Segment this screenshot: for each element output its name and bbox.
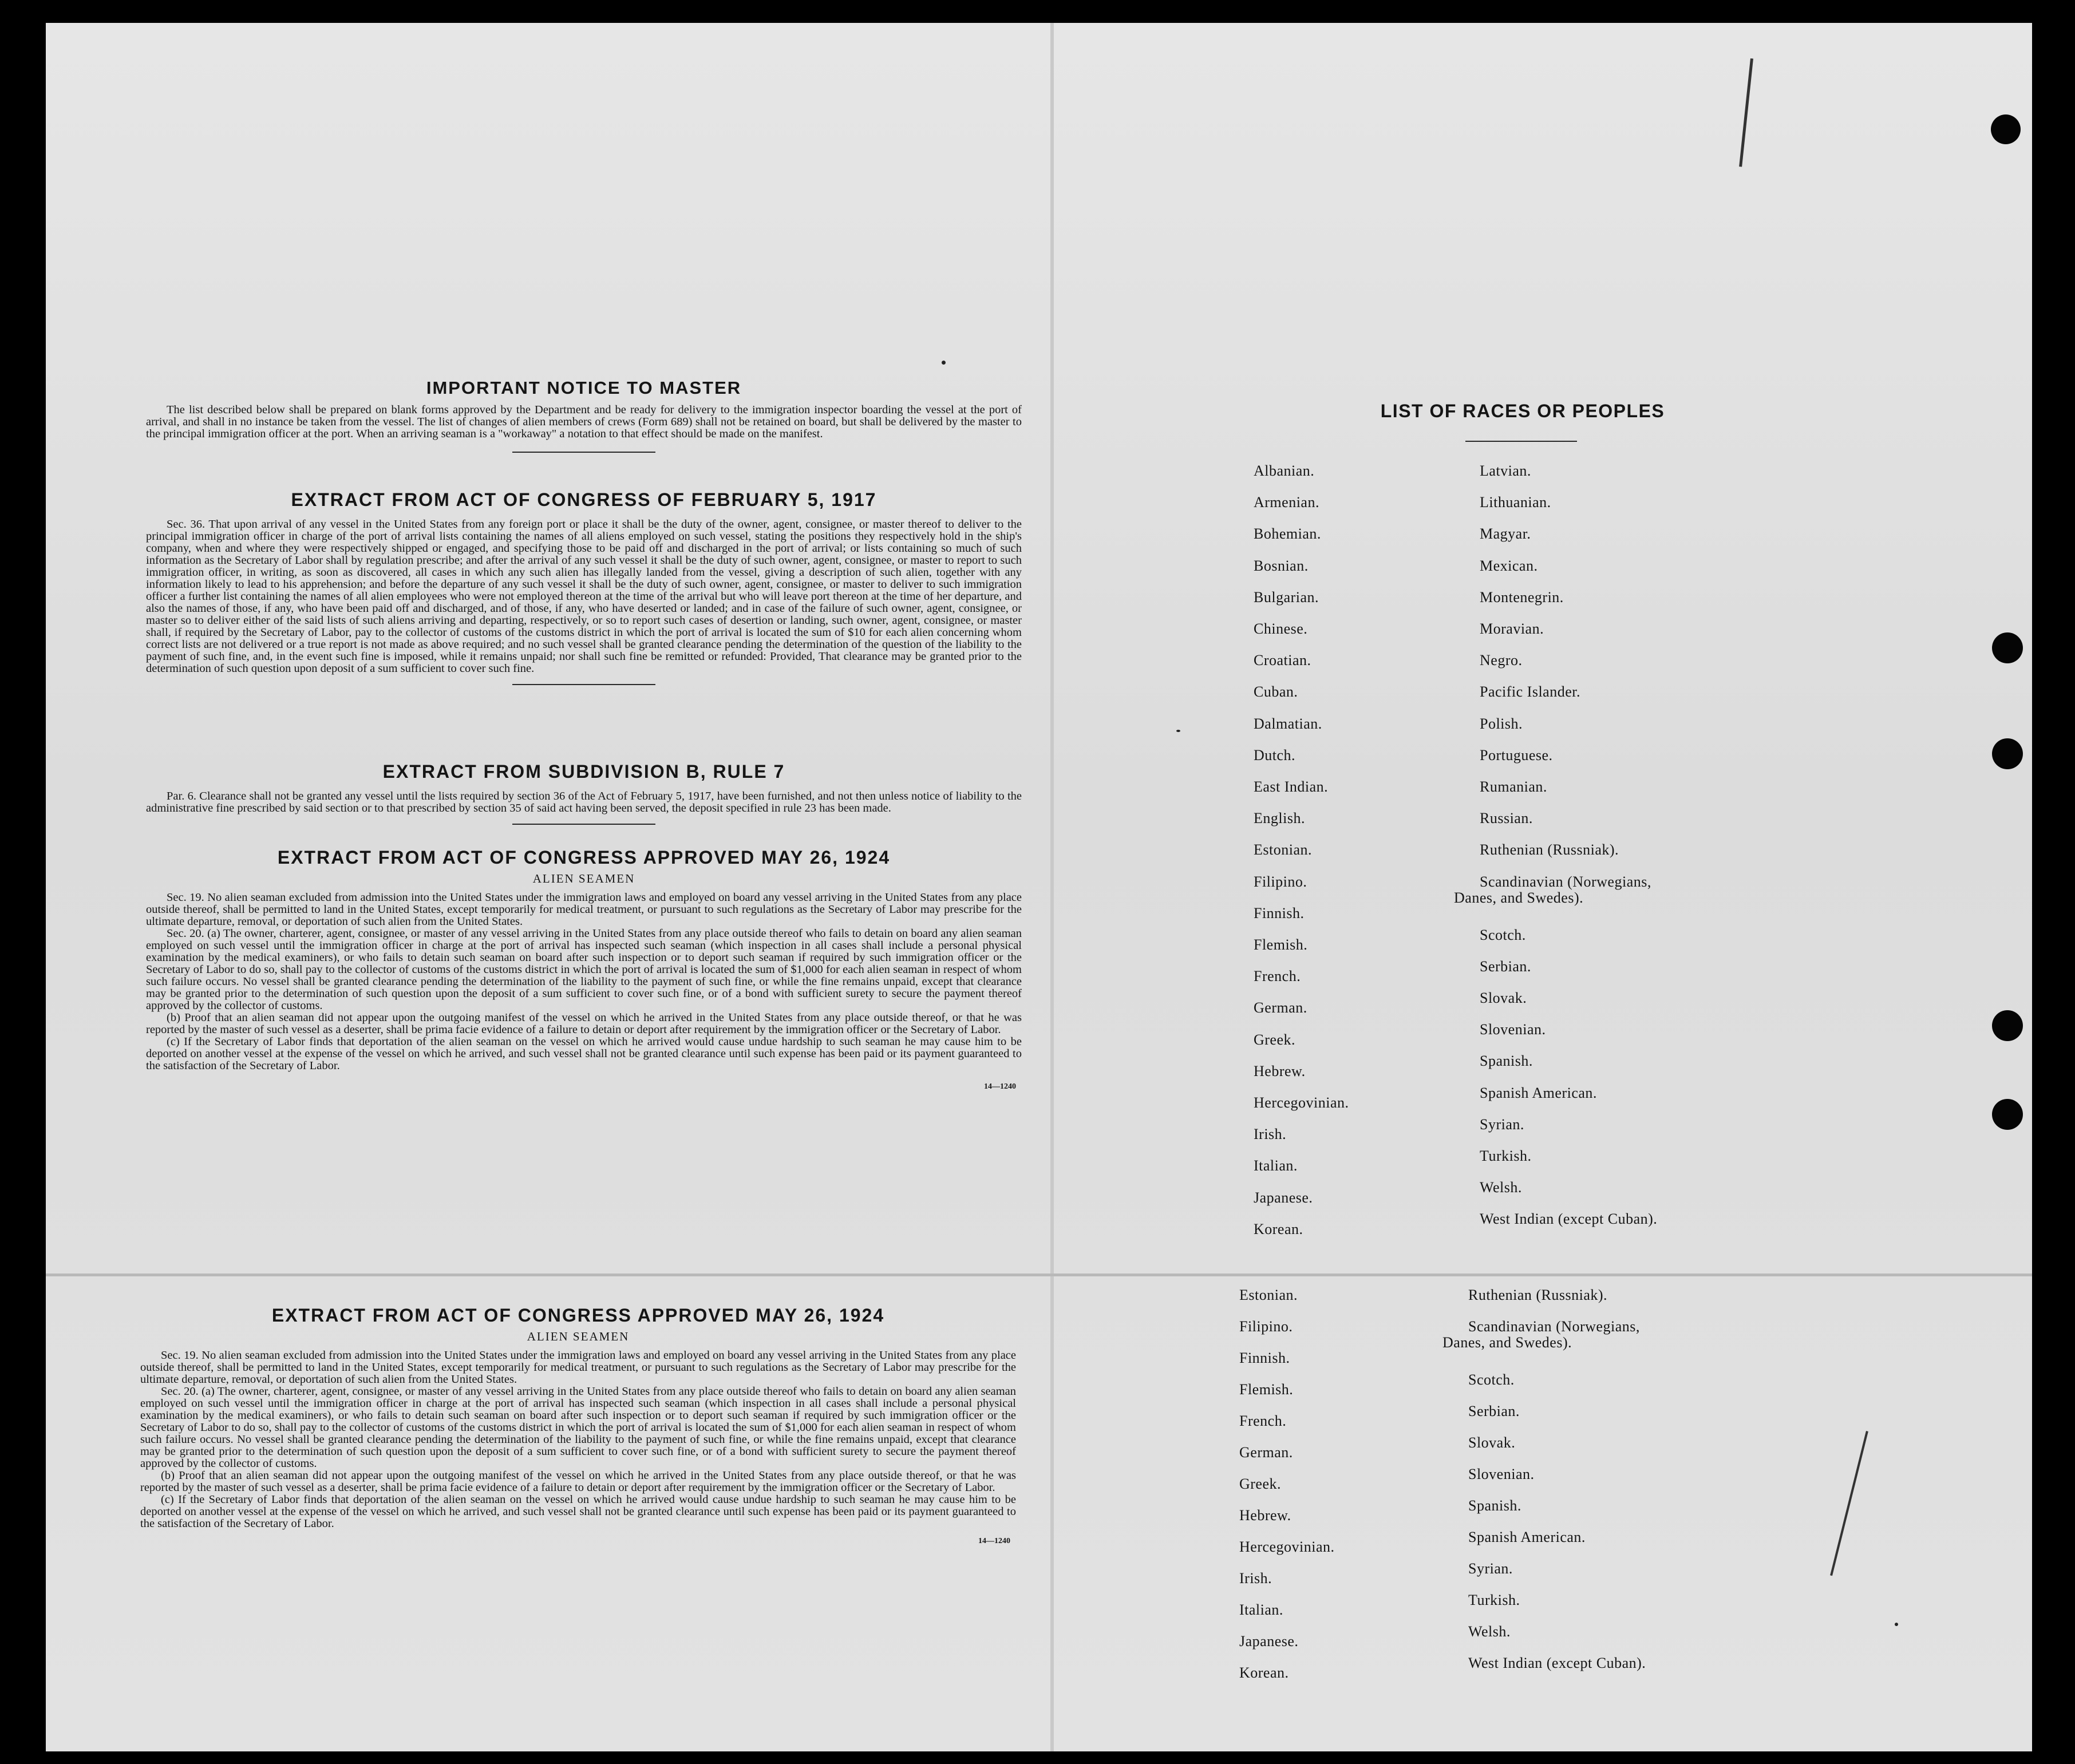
race-item: Negro. <box>1480 652 1523 669</box>
horizontal-fold-line <box>46 1273 2032 1276</box>
race-item: Spanish American. <box>1468 1529 1586 1545</box>
race-item: Serbian. <box>1480 958 1531 975</box>
pen-mark-top <box>1739 58 1753 167</box>
race-item: Slovenian. <box>1468 1466 1535 1482</box>
race-item: Welsh. <box>1468 1623 1511 1640</box>
race-item: Flemish. <box>1254 936 1308 953</box>
speck <box>1895 1623 1898 1626</box>
race-item: Finnish. <box>1239 1350 1290 1366</box>
race-item: Portuguese. <box>1480 746 1553 764</box>
divider <box>512 684 655 685</box>
race-item: Welsh. <box>1480 1179 1522 1196</box>
race-item: Hebrew. <box>1254 1062 1306 1079</box>
act-1924-sec20a-lower: Sec. 20. (a) The owner, charterer, agent, consignee, or master of any vessel arriving in the United States from any place outside thereof who fails to detain on board any alien seaman employed on such vessel until the immigration officer in charge at the port of arrival has inspected such seaman (which inspection in all cases shall include a personal physical examination by the medical examiners), or who fails to detain such seaman on board after such inspection or to deport such seaman if required by such immigration officer or the Secretary of Labor to do so, shall pay to the collector of customs of the customs district in which the port of arrival is located the sum of $1,000 for each alien seaman in respect of whom such failure occurs. No vessel shall be granted clearance pending the determination of the liability to the payment of such fine, or while the fine remains unpaid, except that clearance may be granted prior to the determination of such question upon the deposit of a sum sufficient to cover such fine, or of a bond with sufficient surety to secure the payment thereof approved by the collector of customs. <box>140 1385 1016 1470</box>
act-1924-sec20c: (c) If the Secretary of Labor finds that deportation of the alien seaman on the vessel on which he arrived would cause undue hardship to such seaman he may cause him to be deported on another vessel at the expense of the vessel on which he arrived, and such vessel shall not be granted clearance until such expense has been paid or its payment guaranteed to the satisfaction of the Secretary of Labor. <box>146 1035 1022 1072</box>
race-item: Korean. <box>1239 1664 1289 1681</box>
act-1924-subtitle: ALIEN SEAMEN <box>532 872 635 885</box>
race-item: Scandinavian (Norwegians, <box>1480 873 1651 890</box>
race-item: Hercegovinian. <box>1239 1538 1335 1555</box>
race-item: Finnish. <box>1254 904 1305 921</box>
binder-hole <box>1992 1010 2023 1041</box>
act-1924-sec20b-lower: (b) Proof that an alien seaman did not appear upon the outgoing manifest of the vessel on which he arrived in the United States from any place outside thereof, or that he was reported by the master of such vessel as a deserter, shall be prima facie evidence of a failure to detain or deport after requirement by the immigration officer or the Secretary of Labor. <box>140 1469 1016 1494</box>
form-number: 14—1240 <box>984 1082 1016 1091</box>
race-item: East Indian. <box>1254 778 1329 795</box>
act-1924-section-lower <box>140 1305 1016 1546</box>
vertical-fold-line <box>1050 23 1054 1751</box>
race-item: Slovenian. <box>1480 1021 1546 1038</box>
race-item: Estonian. <box>1239 1287 1298 1303</box>
race-item: Irish. <box>1254 1126 1287 1143</box>
race-item: Syrian. <box>1480 1116 1524 1133</box>
race-item: West Indian (except Cuban). <box>1468 1655 1646 1671</box>
race-item: Turkish. <box>1480 1148 1532 1164</box>
act-1924-sec20b: (b) Proof that an alien seaman did not appear upon the outgoing manifest of the vessel on which he arrived in the United States from any place outside thereof, or that he was reported by the master of such vessel as a deserter, shall be prima facie evidence of a failure to detain or deport after requirement by the immigration officer or the Secretary of Labor. <box>146 1011 1022 1036</box>
act-1917-title: EXTRACT FROM ACT OF CONGRESS OF FEBRUARY 5, 1917 <box>291 489 877 510</box>
races-divider <box>1465 441 1577 442</box>
race-item: Mexican. <box>1480 557 1538 574</box>
race-item: Bosnian. <box>1254 557 1309 574</box>
race-item: Armenian. <box>1254 494 1319 511</box>
notice-section <box>146 378 1022 453</box>
act-1924-section <box>146 847 1022 1091</box>
race-item: Latvian. <box>1480 462 1531 479</box>
race-item: Dalmatian. <box>1254 715 1322 732</box>
act-1924-title-lower: EXTRACT FROM ACT OF CONGRESS APPROVED MAY 26, 1924 <box>271 1305 885 1326</box>
speck <box>942 361 946 365</box>
race-item: Turkish. <box>1468 1592 1520 1608</box>
race-item: Dutch. <box>1254 746 1296 764</box>
race-item: Filipino. <box>1239 1318 1293 1335</box>
act-1924-title: EXTRACT FROM ACT OF CONGRESS APPROVED MAY 26, 1924 <box>277 847 891 868</box>
race-item: Scotch. <box>1480 926 1526 943</box>
race-item: Korean. <box>1254 1220 1303 1237</box>
race-item: Albanian. <box>1254 462 1315 479</box>
race-item: Flemish. <box>1239 1381 1294 1398</box>
binder-hole <box>1992 738 2023 769</box>
race-item: Spanish American. <box>1480 1084 1597 1101</box>
binder-hole <box>1992 632 2023 663</box>
race-item: Filipino. <box>1254 873 1307 890</box>
race-item: Bulgarian. <box>1254 588 1319 606</box>
race-item: Scandinavian (Norwegians, <box>1468 1318 1640 1335</box>
race-item: Serbian. <box>1468 1403 1520 1419</box>
act-1924-sec20c-lower: (c) If the Secretary of Labor finds that deportation of the alien seaman on the vessel on which he arrived would cause undue hardship to such seaman he may cause him to be deported on another vessel at the expense of the vessel on which he arrived, and such vessel shall not be granted clearance until such expense has been paid or its payment guaranteed to the satisfaction of the Secretary of Labor. <box>140 1493 1016 1530</box>
race-item: Irish. <box>1239 1570 1272 1587</box>
divider <box>512 452 655 453</box>
act-1924-sec19-lower: Sec. 19. No alien seaman excluded from admission into the United States under the immigration laws and employed on board any vessel arriving in the United States from any place outside thereof, shall be permitted to land in the United States, except temporarily for medical treatment, or pursuant to such regulations as the Secretary of Labor may prescribe for the ultimate departure, removal, or deportation of such alien from the United States. <box>140 1349 1016 1386</box>
race-item: Spanish. <box>1480 1053 1533 1070</box>
race-item: Moravian. <box>1480 620 1544 637</box>
rule-7-body: Par. 6. Clearance shall not be granted any vessel until the lists required by section 36 of the Act of February 5, 1917, have been furnished, and not then unless notice of liability to the administrative fine prescribed by said section or to that prescribed by section 35 of said act having been served, the deposit specified in rule 23 has been made. <box>146 790 1022 814</box>
form-number-lower: 14—1240 <box>978 1537 1010 1545</box>
race-item: Danes, and Swedes). <box>1442 1334 1572 1351</box>
race-item: Estonian. <box>1254 841 1312 859</box>
race-item: Spanish. <box>1468 1497 1521 1514</box>
race-item: West Indian (except Cuban). <box>1480 1211 1658 1228</box>
race-item: Hercegovinian. <box>1254 1094 1349 1111</box>
race-item: Russian. <box>1480 810 1533 827</box>
race-item: Danes, and Swedes). <box>1454 889 1584 906</box>
race-item: Italian. <box>1254 1157 1298 1174</box>
race-item: Polish. <box>1480 715 1523 732</box>
act-1924-sec20a: Sec. 20. (a) The owner, charterer, agent, consignee, or master of any vessel arriving in the United States from any place outside thereof who fails to detain on board any alien seaman employed on such vessel until the immigration officer in charge at the port of arrival has inspected such seaman (which inspection in all cases shall include a personal physical examination by the medical examiners), or who fails to detain such seaman on board after such inspection or to deport such seaman if required by such immigration officer or the Secretary of Labor to do so, shall pay to the collector of customs of the customs district in which the port of arrival is located the sum of $1,000 for each alien seaman in respect of whom such failure occurs. No vessel shall be granted clearance pending the determination of the liability to the payment of such fine, or while the fine remains unpaid, except that clearance may be granted prior to the determination of such question upon the deposit of a sum sufficient to cover such fine, or of a bond with sufficient surety to secure the payment thereof approved by the collector of customs. <box>146 927 1022 1012</box>
race-item: English. <box>1254 810 1305 827</box>
race-item: Bohemian. <box>1254 525 1321 543</box>
race-item: Pacific Islander. <box>1480 683 1580 701</box>
rule-7-section <box>146 761 1022 825</box>
binder-hole <box>1992 1099 2023 1130</box>
race-item: German. <box>1254 999 1307 1017</box>
pen-mark-bottom <box>1830 1431 1868 1576</box>
race-item: Lithuanian. <box>1480 494 1551 511</box>
race-item: Syrian. <box>1468 1560 1513 1577</box>
race-item: Slovak. <box>1468 1434 1516 1451</box>
act-1917-section <box>146 489 1022 685</box>
act-1924-sec19: Sec. 19. No alien seaman excluded from admission into the United States under the immigration laws and employed on board any vessel arriving in the United States from any place outside thereof, shall be permitted to land in the United States, except temporarily for medical treatment, or pursuant to such regulations as the Secretary of Labor may prescribe for the ultimate departure, removal, or deportation of such alien from the United States. <box>146 891 1022 928</box>
race-item: French. <box>1239 1413 1287 1429</box>
race-item: Magyar. <box>1480 525 1531 543</box>
race-item: German. <box>1239 1444 1293 1461</box>
race-item: Japanese. <box>1239 1633 1299 1650</box>
race-item: Cuban. <box>1254 683 1298 701</box>
race-item: Croatian. <box>1254 652 1311 669</box>
notice-title: IMPORTANT NOTICE TO MASTER <box>426 378 742 398</box>
race-item: Greek. <box>1239 1476 1282 1492</box>
speck <box>1176 730 1180 732</box>
document-sheet <box>46 23 2032 1751</box>
race-item: Rumanian. <box>1480 778 1547 795</box>
binder-hole <box>1991 114 2021 144</box>
notice-body: The list described below shall be prepared on blank forms approved by the Department and be ready for delivery to the immigration inspector boarding the vessel at the port of arrival, and shall in no instance be taken from the vessel. The list of changes of alien members of crews (Form 689) shall not be retained on board, but shall be delivered by the master to the principal immigration officer at the port. When an arriving seaman is a "workaway" a notation to that effect should be made on the manifest. <box>146 404 1022 440</box>
race-item: Japanese. <box>1254 1189 1313 1206</box>
race-item: Ruthenian (Russniak). <box>1480 841 1619 859</box>
rule-7-title: EXTRACT FROM SUBDIVISION B, RULE 7 <box>382 761 785 782</box>
divider <box>512 824 655 825</box>
race-item: Ruthenian (Russniak). <box>1468 1287 1608 1303</box>
race-item: Montenegrin. <box>1480 588 1564 606</box>
race-item: Scotch. <box>1468 1371 1515 1388</box>
race-item: Chinese. <box>1254 620 1308 637</box>
race-item: Slovak. <box>1480 990 1527 1006</box>
race-item: Greek. <box>1254 1031 1296 1048</box>
act-1924-subtitle-lower: ALIEN SEAMEN <box>527 1330 630 1343</box>
act-1917-body: Sec. 36. That upon arrival of any vessel in the United States from any foreign port or place it shall be the duty of the owner, agent, consignee, or master thereof to deliver to the principal immigration officer in charge of the port of arrival lists containing the names of all aliens employed on such vessel, stating the positions they respectively hold in the ship's company, when and where they were respectively shipped or engaged, and specifying those to be paid off and discharged in the port of arrival; or lists containing so much of such information as the Secretary of Labor shall by regulation prescribe; and after the arrival of any such vessel it shall be the duty of such owner, agent, consignee, or master to report to such immigration officer, in writing, as soon as discovered, all cases in which any such alien has illegally landed from the vessel, giving a description of such alien, together with any information likely to lead to his apprehension; and before the departure of any such vessel it shall be the duty of such owner, agent, consignee, or master to deliver to such immigration officer a further list containing the names of all alien employees who were not employed thereon at the time of the arrival but who will leave port thereon at the time of her departure, and also the names of those, if any, who have been paid off and discharged, and of those, if any, who have deserted or landed; and in case of the failure of such owner, agent, consignee, or master so to deliver either of the said lists of such aliens arriving and departing, respectively, or so to report such cases of desertion or landing, such owner, agent, consignee, or master shall, if required by the Secretary of Labor, pay to the collector of customs of the customs district in which the port of arrival is located the sum of $10 for each alien concerning whom correct lists are not delivered or a true report is not made as above required; and no such vessel shall be granted clearance pending the determination of the question of the liability to the payment of such fine, and, in the event such fine is imposed, while it remains unpaid; nor shall such fine be remitted or refunded: Provided, That clearance may be granted prior to the determination of such question upon deposit of a sum sufficient to cover such fine. <box>146 518 1022 675</box>
races-title: LIST OF RACES OR PEOPLES <box>1380 401 1665 421</box>
race-item: French. <box>1254 968 1301 985</box>
race-item: Italian. <box>1239 1601 1283 1618</box>
race-item: Hebrew. <box>1239 1507 1291 1524</box>
